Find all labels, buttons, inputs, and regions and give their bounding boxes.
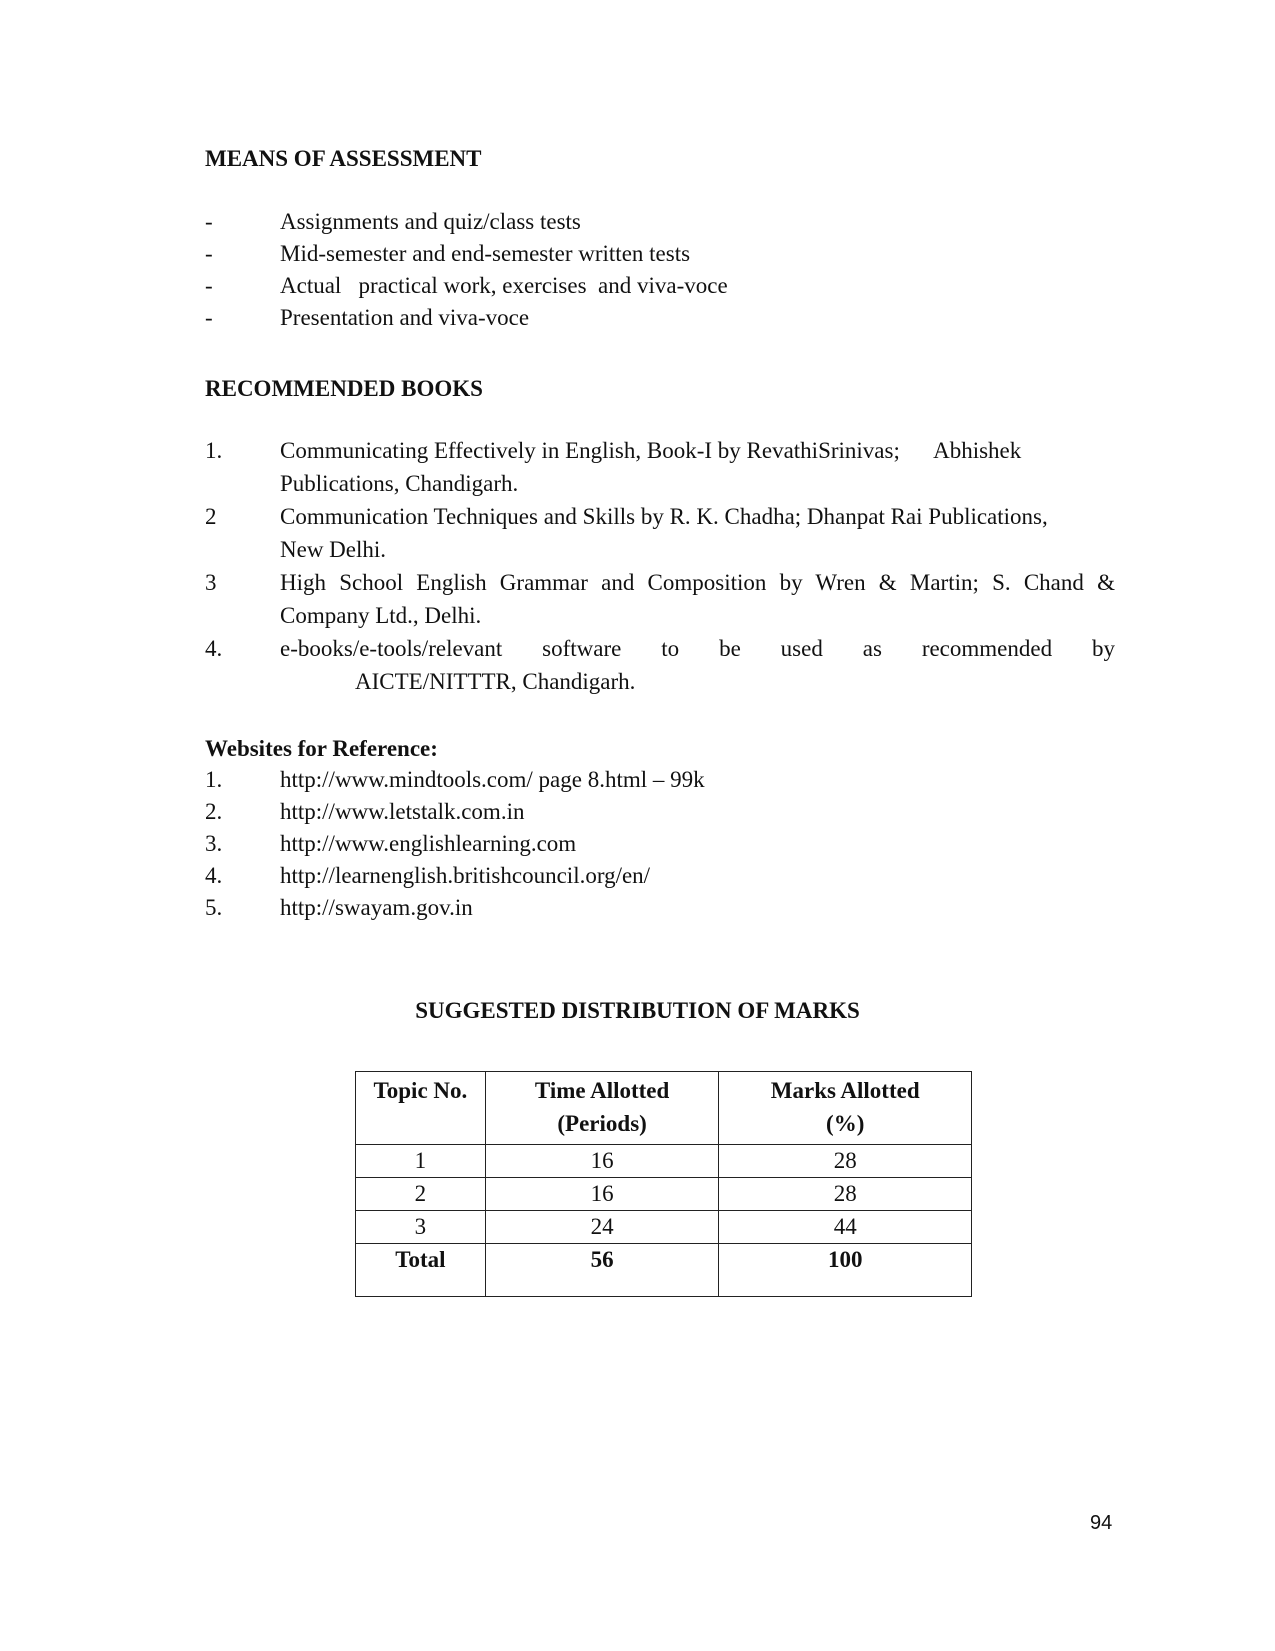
book-line: e-books/e-tools/relevant software to be used as recommended by: [280, 636, 1115, 661]
cell-time: 16: [485, 1178, 719, 1211]
cell-topic: 1: [356, 1145, 486, 1178]
assessment-item: [205, 237, 1115, 270]
cell-marks: 28: [719, 1145, 972, 1178]
marks-table: [355, 1071, 972, 1297]
header-time-allotted: [485, 1072, 719, 1145]
book-item: [205, 632, 1115, 698]
book-line: AICTE/NITTTR, Chandigarh.: [355, 669, 636, 694]
website-link: http://www.letstalk.com.in: [280, 799, 525, 824]
list-number: 1.: [205, 767, 223, 792]
website-item: [205, 827, 1115, 860]
book-item-text: [280, 632, 1115, 698]
cell-total-label: Total: [356, 1244, 486, 1297]
marks-title: SUGGESTED DISTRIBUTION OF MARKS: [415, 998, 860, 1023]
book-line: High School English Grammar and Composition by Wren & Martin; S. Chand &: [280, 570, 1115, 595]
books-heading: RECOMMENDED BOOKS: [205, 376, 483, 401]
table-row: [356, 1145, 972, 1178]
list-number: 4.: [205, 863, 223, 888]
list-number: 2.: [205, 799, 223, 824]
cell-time: 16: [485, 1145, 719, 1178]
list-number: 3.: [205, 831, 223, 856]
header-line: Marks Allotted: [770, 1078, 920, 1103]
bullet-dash: -: [205, 209, 213, 234]
list-number: 5.: [205, 895, 223, 920]
list-number: 1.: [205, 438, 223, 463]
table-total-row: [356, 1244, 972, 1297]
website-item: [205, 763, 1115, 796]
bullet-dash: -: [205, 241, 213, 266]
book-line: Communication Techniques and Skills by R. K. Chadha; Dhanpat Rai Publications,: [280, 504, 1048, 529]
list-number: 2: [205, 504, 217, 529]
list-number: 3: [205, 570, 217, 595]
header-line: Time Allotted: [534, 1078, 670, 1103]
book-item-text: [280, 434, 1115, 500]
book-item: [205, 434, 1115, 500]
table-row: [356, 1211, 972, 1244]
cell-marks: 44: [719, 1211, 972, 1244]
assessment-item-text: Actual practical work, exercises and viva-voce: [280, 273, 728, 298]
cell-time: 24: [485, 1211, 719, 1244]
assessment-item-text: Assignments and quiz/class tests: [280, 209, 581, 234]
cell-topic: 3: [356, 1211, 486, 1244]
header-line: (Periods): [557, 1111, 647, 1136]
assessment-item: [205, 269, 1115, 302]
website-link: http://swayam.gov.in: [280, 895, 473, 920]
book-line: Communicating Effectively in English, Book-I by RevathiSrinivas; Abhishek: [280, 438, 1022, 463]
book-line: New Delhi.: [280, 537, 387, 562]
assessment-heading: MEANS OF ASSESSMENT: [205, 146, 482, 171]
header-topic-no: [356, 1072, 486, 1145]
assessment-item: [205, 205, 1115, 238]
book-line: Publications, Chandigarh.: [280, 471, 519, 496]
header-line: Topic No.: [373, 1078, 468, 1103]
website-item: [205, 859, 1115, 892]
book-item: [205, 500, 1115, 566]
table-header-row: [356, 1072, 972, 1145]
website-link: http://www.mindtools.com/ page 8.html – 99k: [280, 767, 705, 792]
book-item-text: [280, 500, 1115, 566]
assessment-item: [205, 301, 1115, 334]
book-line: Company Ltd., Delhi.: [280, 603, 482, 628]
book-item: [205, 566, 1115, 632]
bullet-dash: -: [205, 305, 213, 330]
bullet-dash: -: [205, 273, 213, 298]
cell-marks: 28: [719, 1178, 972, 1211]
cell-topic: 2: [356, 1178, 486, 1211]
website-item: [205, 891, 1115, 924]
page-number: 94: [1090, 1512, 1113, 1534]
website-link: http://learnenglish.britishcouncil.org/en/: [280, 863, 651, 888]
cell-total-time: 56: [485, 1244, 719, 1297]
list-number: 4.: [205, 636, 223, 661]
websites-heading: Websites for Reference:: [205, 736, 438, 761]
assessment-item-text: Mid-semester and end-semester written tests: [280, 241, 691, 266]
assessment-item-text: Presentation and viva-voce: [280, 305, 530, 330]
cell-total-marks: 100: [719, 1244, 972, 1297]
header-line: (%): [826, 1111, 865, 1136]
table-row: [356, 1178, 972, 1211]
website-link: http://www.englishlearning.com: [280, 831, 577, 856]
header-marks-allotted: [719, 1072, 972, 1145]
website-item: [205, 795, 1115, 828]
book-item-text: [280, 566, 1115, 632]
